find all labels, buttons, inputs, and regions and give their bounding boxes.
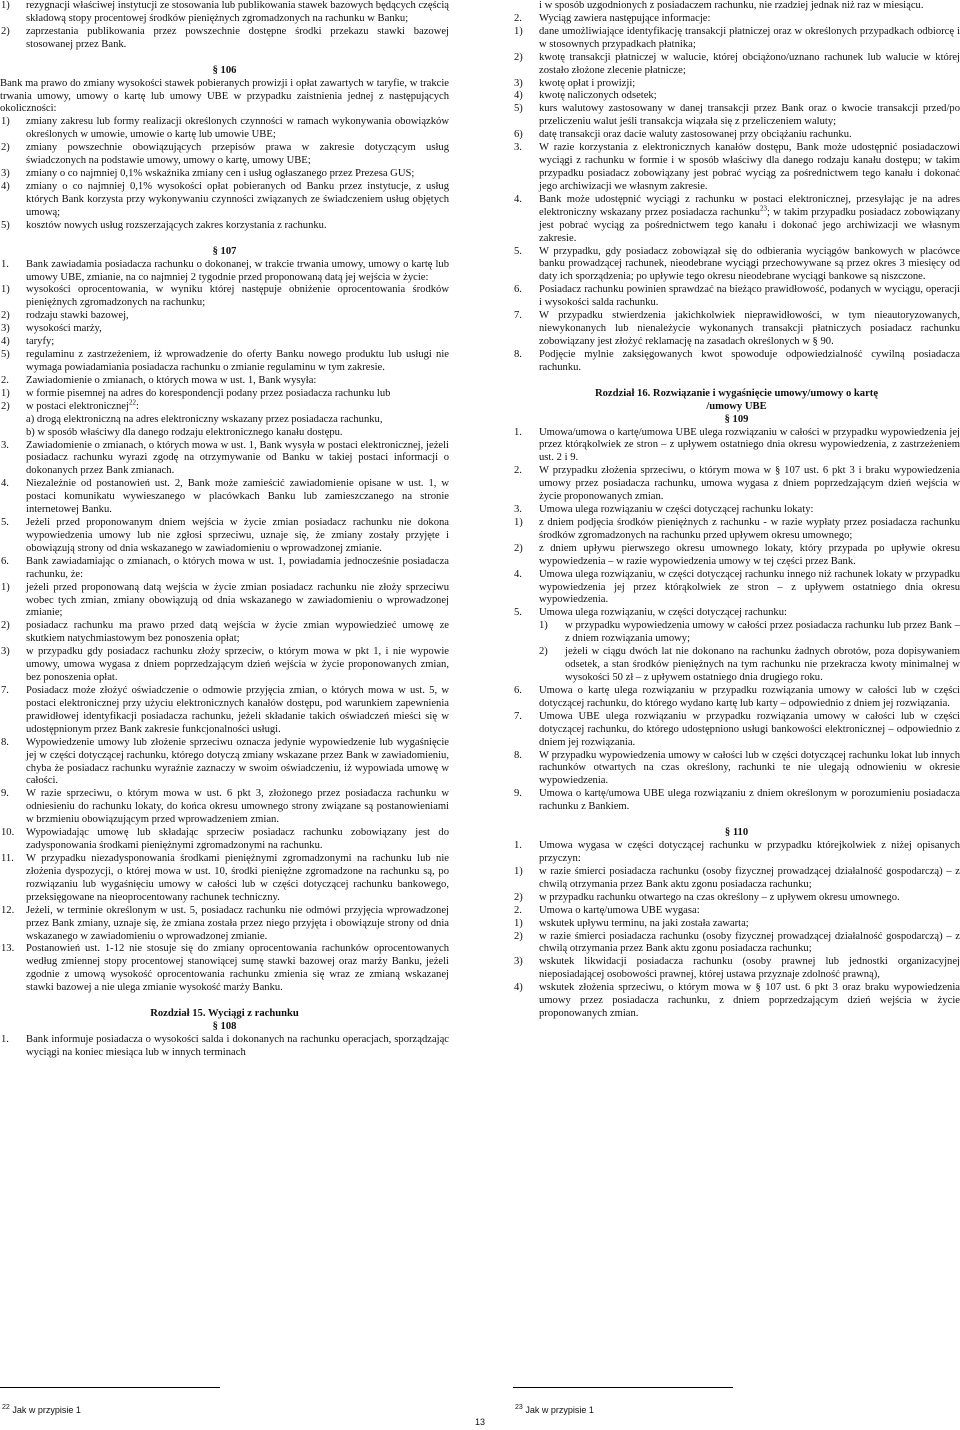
paragraph: 4. Niezależnie od postanowień ust. 2, Bank może zamieścić zawiadomienie opisane w ust. 1, w postaci komunikatu wywieszanego w placówkach Banku lub zamieszczanego na stronie internetowej Banku.: [1, 478, 449, 516]
list-item: 2) rodzaju stawki bazowej,: [1, 310, 129, 322]
list-item: 1) jeżeli przed proponowaną datą wejścia w życie zmian posiadacz rachunku nie złoży sprzeciwu wobec tych zmian, zmiany obowiązują od dnia wskazanego w zawiadomieniu o wprowadzonej zmianie;: [1, 581, 449, 619]
section-109-heading: § 109: [724, 413, 749, 425]
paragraph: 10. Wypowiadając umowę lub składając sprzeciw posiadacz rachunku zobowiązany jest do zadysponowania środkami pieniężnymi zgromadzonymi na rachunku.: [1, 827, 449, 852]
paragraph: 9. W razie sprzeciwu, o którym mowa w ust. 6 pkt 3, złożonego przez posiadacza rachunku w odniesieniu do rachunku lokaty, do końca okresu umownego strony związane są postanowieniami w brzmieniu obowiązującym przed wprowadzeniem zmian.: [1, 788, 449, 826]
paragraph: 7. Posiadacz może złożyć oświadczenie o odmowie przyjęcia zmian, o których mowa w ust. 5, w postaci elektronicznej przy użyciu elektronicznych kanałów dostępu, pod warunkiem zapewnienia prawidłowej identyfikacji posiadacza rachunku, jeżeli składanie takich oświadczeń mieści się w udostępnionym przez Bank zakresie funkcjonalności usługi.: [1, 685, 449, 735]
list-item: b) w sposób właściwy dla danego rodzaju elektronicznego kanału dostępu.: [26, 426, 343, 438]
section-110-heading: § 110: [724, 827, 749, 839]
paragraph: 11. W przypadku niezadysponowania środkami pieniężnymi zgromadzonymi na rachunku lub nie złożenia dyspozycji, o której mowa w ust. 10, środki pieniężne zgromadzone na rachunku są, po rozwiązaniu lub wygaśnięciu umowy w całości lub w części dotyczącej rachunku bankowego, przeksięgowane na nieoprocentowany rachunek techniczny.: [1, 853, 449, 903]
footnote-right: $^{23}$ Jak w przypisie 1: [515, 1404, 594, 1415]
paragraph: 13. Postanowień ust. 1-12 nie stosuje się do zmiany oprocentowania rachunków oprocentowanych według zmiennej stopy procentowej stanowiącej sumę stawki bazowej oraz marży Banku, jeżeli zgodnie z umową wysokość oprocentowania rachunku zmienia się wraz ze zmianą wskazanej stawki bazowej a nie ulega zmianie wysokość marży Banku.: [1, 943, 449, 994]
section-108-heading: § 108: [212, 1021, 237, 1033]
footnote-rule-left: [0, 1387, 220, 1388]
paragraph: 2. Wyciąg zawiera następujące informacje:: [514, 12, 711, 24]
section-106-heading: § 106: [212, 64, 237, 76]
list-item: 2) jeżeli w ciągu dwóch lat nie dokonano na rachunku żadnych obrotów, poza dopisywaniem odsetek, a stan środków pieniężnych na tym rachunku nie przekracza kwoty minimalnej w wysokości 50 zł – z upływem ostatniego dnia drugiego roku.: [539, 646, 960, 684]
list-item: 4) taryfy;: [1, 336, 55, 348]
list-item: 5) kurs walutowy zastosowany w danej transakcji przez Bank oraz o kwocie transakcji przed/po przeliczeniu walut jeśli transakcja wiązała się z przeliczeniem waluty;: [514, 103, 960, 128]
list-item: 3) wysokości marży,: [1, 323, 102, 335]
list-item: 1) zmiany zakresu lub formy realizacji określonych czynności w ramach wykonywania obowiązków określonych w umowie, umowie o kartę lub umowie UBE;: [1, 116, 449, 141]
footnote-rule-right: [513, 1387, 733, 1388]
paragraph: 8. Wypowiedzenie umowy lub złożenie sprzeciwu oznacza jedynie wypowiedzenie lub wygaśnięcie jej w części dotyczącej rachunku, którego dotyczą zmiany wskazane przez Bank w zawiadomieniu, chyba że posiadacz rachunku wyraźnie zaznaczy w swoim oświadczeniu, iż wypowiada umowę w całości.: [1, 736, 449, 787]
footnote-left: $^{22}$ Jak w przypisie 1: [2, 1404, 81, 1415]
paragraph: 7. W przypadku stwierdzenia jakichkolwiek nieprawidłowości, w tym nieautoryzowanych, niewykonanych lub nienależycie wykonanych transakcji płatniczych posiadacz rachunku zobowiązany jest złożyć reklamację na zasadach określonych w § 90.: [514, 310, 960, 347]
chapter-16-title-cont: /umowy UBE: [706, 400, 767, 412]
footnote-ref-22: 22: [128, 398, 136, 407]
paragraph: 3. Zawiadomienie o zmianach, o których mowa w ust. 1, Bank wysyła w postaci elektronicznej, jeżeli posiadacz rachunku wyrazi zgodę na otrzymywanie od Banku w takiej postaci informacji o dokonanych przez Bank zmianach.: [1, 439, 449, 477]
list-item: 5) kosztów nowych usług rozszerzających zakres korzystania z rachunku.: [1, 219, 327, 231]
list-item: 4) wskutek złożenia sprzeciwu, o którym mowa w § 107 ust. 6 pkt 3 oraz braku wypowiedzenia umowy przez posiadacza rachunku, z dniem poprzedzającym dzień wejścia w życie proponowanych zmian.: [514, 982, 960, 1020]
list-item: 1) w razie śmierci posiadacza rachunku (osoby fizycznej prowadzącej działalność gospodarczą) – z chwilą otrzymania przez Bank aktu zgonu posiadacza rachunku;: [514, 865, 960, 890]
paragraph: 9. Umowa o kartę/umowa UBE ulega rozwiązaniu z dniem określonym w porozumieniu posiadacza rachunku z Bankiem.: [514, 788, 960, 813]
list-item: 2) zaprzestania publikowania przez powszechnie dostępne środki przekazu stawki bazowej stosowanej przez Bank.: [1, 25, 449, 50]
list-item: 3) zmiany o co najmniej 0,1% wskaźnika zmiany cen i usług ogłaszanego przez Prezesa GUS;: [1, 168, 415, 180]
list-item: a) drogą elektroniczną na adres elektroniczny wskazany przez posiadacza rachunku,: [26, 413, 383, 425]
list-item: 1) dane umożliwiające identyfikację transakcji płatniczej oraz w określonych przypadkach odbiorcę i w stosownych przypadkach płatnika;: [514, 25, 960, 50]
list-item: 2) w postaci elektronicznej$^{22}$:: [1, 398, 139, 412]
list-item: 5) regulaminu z zastrzeżeniem, iż wprowadzenie do oferty Banku nowego produktu lub usługi nie wymaga powiadamiania posiadacza rachunku o zmianie regulaminu w tym zakresie.: [1, 349, 449, 373]
list-item: 1) w formie pisemnej na adres do korespondencji podany przez posiadacza rachunku lub: [1, 387, 391, 399]
paragraph-continuation: i w sposób uzgodnionych z posiadaczem rachunku, nie rzadziej jednak niż raz w miesiącu.: [539, 0, 924, 11]
list-item: 3) w przypadku gdy posiadacz rachunku złoży sprzeciw, o którym mowa w pkt 1, i nie wypowie umowy, umowa wygasa z dniem poprzedzającym dzień wejścia w życie proponowanych zmian, bez ponoszenia opłat.: [1, 646, 449, 684]
paragraph: 5. W przypadku, gdy posiadacz zobowiązał się do odbierania wyciągów bankowych w placówce banku prowadzącej rachunek, nieodebrane wyciągi przechowywane są przez okres 3 miesięcy od daty ich sporządzenia; po upływie tego okresu nieodebrane wyciągi bankowe są niszczone.: [514, 245, 960, 283]
right-column: [513, 0, 960, 1021]
list-item: 2) w razie śmierci posiadacza rachunku (osoby fizycznej prowadzącej działalność gospodarczą) – z chwilą otrzymania przez Bank aktu zgonu posiadacza rachunku;: [514, 930, 960, 955]
paragraph: 8. Podjęcie mylnie zaksięgowanych kwot spowoduje odpowiedzialność cywilną posiadacza rachunku.: [514, 348, 960, 373]
paragraph: 6. Bank zawiadamiając o zmianach, o których mowa w ust. 1, powiadamia jednocześnie posiadacza rachunku, że:: [1, 555, 449, 580]
chapter-16-title: Rozdział 16. Rozwiązanie i wygaśnięcie umowy/umowy o kartę: [594, 387, 879, 399]
list-item: 1) wysokości oprocentowania, w wyniku której następuje obniżenie oprocentowania środków pieniężnych zgromadzonych na rachunku;: [1, 284, 449, 309]
paragraph: 2. Umowa o kartę/umowa UBE wygasa:: [514, 904, 700, 916]
footnote-ref-23: 23: [759, 204, 767, 213]
paragraph: 3. Umowa ulega rozwiązaniu w części dotyczącej rachunku lokaty:: [514, 504, 814, 516]
list-item: 2) zmiany powszechnie obowiązujących przepisów prawa w zakresie dotyczącym usług świadczonych na podstawie umowy, umowy o kartę, umowy UBE;: [1, 142, 449, 167]
paragraph: 8. W przypadku wypowiedzenia umowy w całości lub w części dotyczącej rachunku lokat lub innych rachunków otwartych na czas określony, rachunki te nie ulegają odnowieniu w okresie wypowiedzenia.: [514, 749, 960, 787]
paragraph: 2. W przypadku złożenia sprzeciwu, o którym mowa w § 107 ust. 6 pkt 3 i braku wypowiedzenia umowy przez posiadacza rachunku, umowa wygasa z dniem poprzedzającym dzień wejścia w życie proponowanych zmian.: [514, 465, 960, 503]
list-item: 1) z dniem podjęcia środków pieniężnych z rachunku - w razie wypłaty przez posiadacza rachunku środków zgromadzonych na rachunku przed upływem okresu umownego;: [514, 516, 960, 541]
list-item: 3) wskutek likwidacji posiadacza rachunku (osoby prawnej lub jednostki organizacyjnej nieposiadającej osobowości prawnej, której ustawa przyznaje zdolność prawną),: [514, 956, 960, 981]
list-item: 2) kwotę transakcji płatniczej w walucie, której obciążono/uznano rachunek lub walucie w której zostało złożone zlecenie płatnicze;: [514, 51, 960, 76]
list-item: 1) rezygnacji właściwej instytucji ze stosowania lub publikowania stawek bazowych będących częścią składową stopy procentowej środków pieniężnych zgromadzonych na rachunku w Banku;: [1, 0, 450, 24]
paragraph: 2. Zawiadomienie o zmianach, o których mowa w ust. 1, Bank wysyła:: [1, 374, 317, 386]
list-item: 2) w przypadku rachunku otwartego na czas określony – z upływem okresu umownego.: [514, 891, 900, 903]
section-106-lead: Bank ma prawo do zmiany wysokości stawek pobieranych prowizji i opłat zawartych w taryfie, w trakcie trwania umowy, umowy o kartę lub umowy UBE w przypadku zaistnienia jednej z następujących okoliczności:: [0, 77, 449, 115]
paragraph: 6. Umowa o kartę ulega rozwiązaniu w przypadku rozwiązania umowy w całości lub w części dotyczącej rachunku, do którego wydano kartę lub karty – odpowiednio z dniem jej rozwiązania.: [514, 684, 960, 709]
paragraph: 7. Umowa UBE ulega rozwiązaniu w przypadku rozwiązania umowy w całości lub w części dotyczącej rachunku, do którego udostępniono usługi bankowości elektronicznej – odpowiednio z dniem jej rozwiązania.: [514, 710, 960, 748]
list-item: 2) posiadacz rachunku ma prawo przed datą wejścia w życie zmian wypowiedzieć umowę ze skutkiem natychmiastowym bez ponoszenia opłat;: [1, 620, 449, 645]
list-item: 1) wskutek upływu terminu, na jaki została zawarta;: [514, 917, 749, 929]
list-item: 6) datę transakcji oraz dacie waluty zastosowanej przy obciążaniu rachunku.: [514, 129, 852, 141]
paragraph: 4. Bank może udostępnić wyciągi z rachunku w postaci elektronicznej, przesyłając je na adres elektroniczny wskazany przez posiadacza rachunku$^{23}$; w takim przypadku posiadacz zobowiązany jest pobrać wyciąg za pośrednictwem tego kanału i dokonać jego archiwizacji we własnym zakresie.: [514, 193, 960, 244]
paragraph: 4. Umowa ulega rozwiązaniu, w części dotyczącej rachunku innego niż rachunek lokaty w przypadku wypowiedzenia jej przez którąkolwiek ze stron – z upływem ostatniego dnia okresu wypowiedzenia.: [514, 568, 960, 606]
list-item: 2) z dniem upływu pierwszego okresu umownego lokaty, który przypada po upływie okresu wypowiedzenia – w razie wypowiedzenia umowy w tej części przez Bank.: [514, 542, 960, 567]
chapter-15-title: Rozdział 15. Wyciągi z rachunku: [150, 1008, 299, 1020]
paragraph: 1. Bank informuje posiadacza o wysokości salda i dokonanych na rachunku operacjach, sporządzając wyciągi na koniec miesiąca lub w innych terminach: [1, 1033, 449, 1058]
list-item: 4) kwotę naliczonych odsetek;: [514, 90, 657, 102]
paragraph: 1. Bank zawiadamia posiadacza rachunku o dokonanej, w trakcie trwania umowy, umowy o kartę lub umowy UBE, zmianie, na co najmniej 2 tygodnie przed proponowaną datą jej wejścia w życie:: [1, 258, 449, 283]
list-item: 4) zmiany o co najmniej 0,1% wysokości opłat pobieranych od Banku przez instytucje, z usług których Bank korzysta przy wykonywaniu czynności związanych ze świadczeniem usług objętych umową;: [1, 180, 449, 218]
paragraph: 6. Posiadacz rachunku powinien sprawdzać na bieżąco prawidłowość, podanych w wyciągu, operacji i wysokości salda rachunku.: [514, 284, 960, 309]
paragraph: 1. Umowa wygasa w części dotyczącej rachunku w przypadku którejkolwiek z niżej opisanych przyczyn:: [514, 840, 960, 864]
section-107-heading: § 107: [212, 245, 237, 257]
list-item: 1) w przypadku wypowiedzenia umowy w całości przez posiadacza rachunku lub przez Bank – z dniem rozwiązania umowy;: [539, 620, 960, 645]
paragraph: 5. Umowa ulega rozwiązaniu, w części dotyczącej rachunku:: [514, 607, 787, 619]
list-item: 3) kwotę opłat i prowizji;: [514, 77, 636, 89]
page-number: 13: [475, 1417, 486, 1427]
left-column: [0, 0, 449, 1060]
paragraph: 3. W razie korzystania z elektronicznych kanałów dostępu, Bank może udostępnić posiadaczowi wyciągi z rachunku w formie i w sposób właściwy dla danego rodzaju kanału dostępu; w takim przypadku posiadacz zobowiązany jest pobrać wyciąg za pośrednictwem tego kanału i dokonać jego archiwizacji we własnym zakresie.: [514, 142, 960, 192]
paragraph: 1. Umowa/umowa o kartę/umowa UBE ulega rozwiązaniu w całości w przypadku wypowiedzenia jej przez którąkolwiek ze stron – z upływem ostatniego dnia okresu wypowiedzenia, z zastrzeżeniem ust. 2 i 9.: [514, 426, 960, 464]
paragraph: 12. Jeżeli, w terminie określonym w ust. 5, posiadacz rachunku nie odmówi przyjęcia wprowadzonej przez Bank zmiany, uznaje się, że zmiana została przez niego przyjęta i obowiązuje strony od dnia wskazanego w zawiadomieniu o wprowadzonej zmianie.: [1, 904, 449, 942]
paragraph: 5. Jeżeli przed proponowanym dniem wejścia w życie zmian posiadacz rachunku nie dokona wypowiedzenia umowy lub nie zgłosi sprzeciwu, uznaje się, że zmiany zostały przyjęte i obowiązują strony od dnia wskazanego w zawiadomieniu o wprowadzonej zmianie.: [1, 517, 449, 554]
